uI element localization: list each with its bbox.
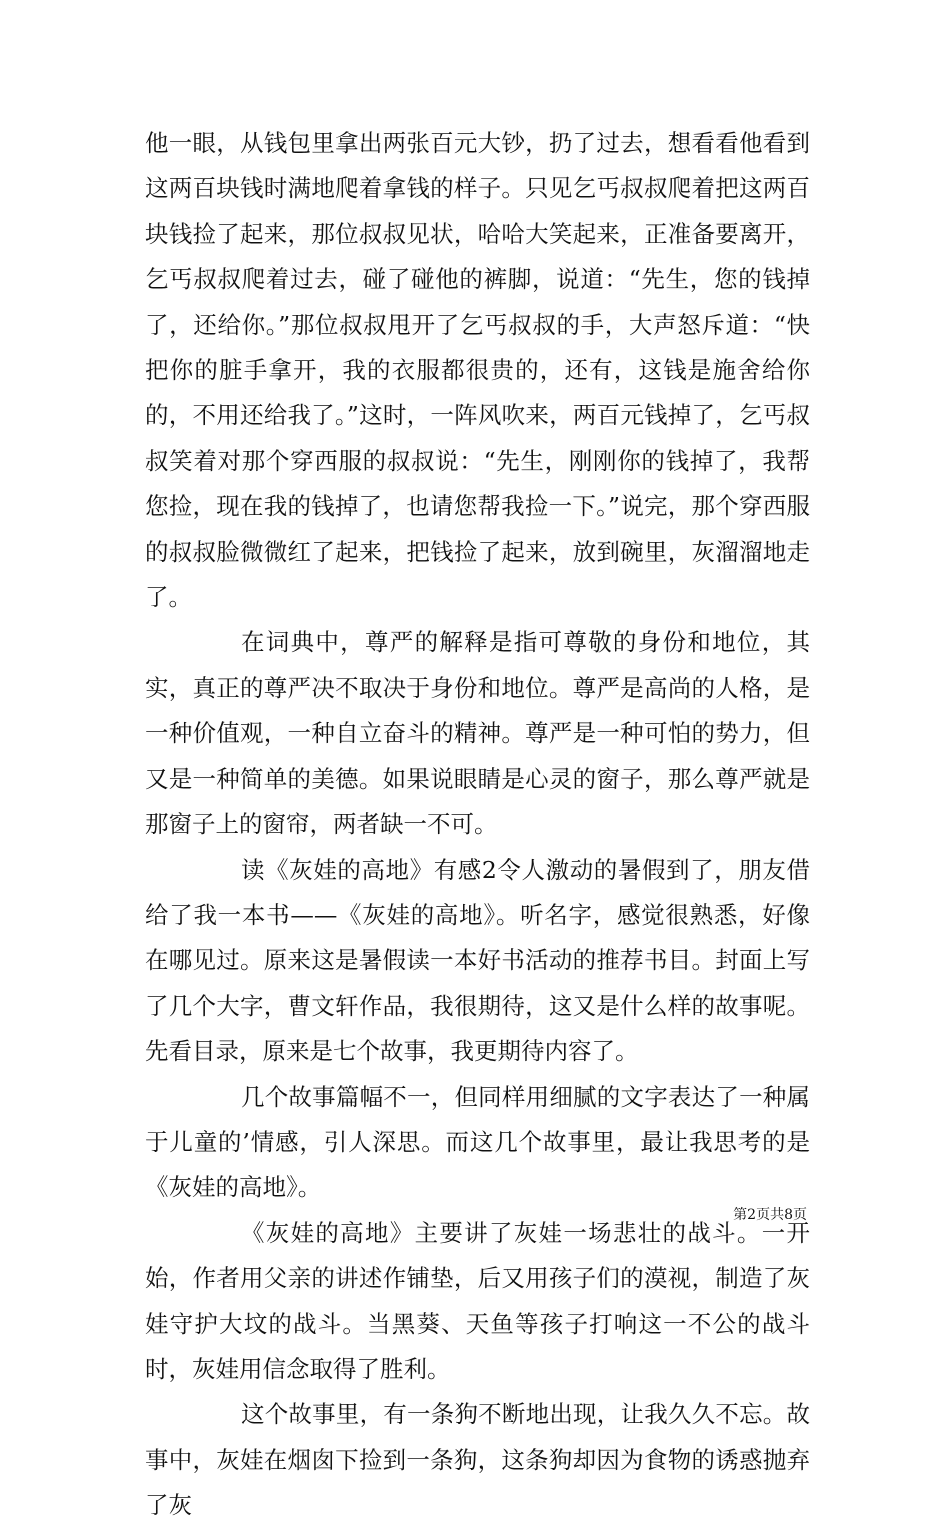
paragraph-4: 几个故事篇幅不一，但同样用细腻的文字表达了一种属于儿童的’情感，引人深思。而这几个故事里，最让我思考的是《灰娃的高地》。 bbox=[145, 1082, 810, 1202]
paragraph-3: 读《灰娃的高地》有感2令人激动的暑假到了，朋友借给了我一本书——《灰娃的高地》。听名字，感觉很熟悉，好像在哪见过。原来这是暑假读一本好书活动的推荐书目。封面上写了几个大字，曹文轩作品，我很期待，这又是什么样的故事呢。先看目录，原来是七个故事，我更期待内容了。 bbox=[145, 855, 810, 1066]
paragraph-6: 这个故事里，有一条狗不断地出现，让我久久不忘。故事中，灰娃在烟囱下捡到一条狗，这条狗却因为食物的诱惑抛弃了灰 bbox=[145, 1400, 810, 1520]
body-text bbox=[145, 121, 810, 1529]
paragraph-1: 他一眼，从钱包里拿出两张百元大钞，扔了过去，想看看他看到这两百块钱时满地爬着拿钱的样子。只见乞丐叔叔爬着把这两百块钱捡了起来，那位叔叔见状，哈哈大笑起来，正准备要离开，乞丐叔叔爬着过去，碰了碰他的裤脚，说道：“先生，您的钱掉了，还给你。”那位叔叔甩开了乞丐叔叔的手，大声怒斥道：“快把你的脏手拿开，我的衣服都很贵的，还有，这钱是施舍给你的，不用还给我了。”这时，一阵风吹来，两百元钱掉了，乞丐叔叔笑着对那个穿西服的叔叔说：“先生，刚刚你的钱掉了，我帮您捡，现在我的钱掉了，也请您帮我捡一下。”说完，那个穿西服的叔叔脸微微红了起来，把钱捡了起来，放到碗里，灰溜溜地走了。 bbox=[145, 129, 810, 612]
page-number: 第2页共8页 bbox=[733, 1207, 807, 1223]
paragraph-2: 在词典中，尊严的解释是指可尊敬的身份和地位，其实，真正的尊严决不取决于身份和地位。尊严是高尚的人格，是一种价值观，一种自立奋斗的精神。尊严是一种可怕的势力，但又是一种简单的美德。如果说眼睛是心灵的窗子，那么尊严就是那窗子上的窗帘，两者缺一不可。 bbox=[145, 628, 810, 839]
paragraph-5: 《灰娃的高地》主要讲了灰娃一场悲壮的战斗。一开始，作者用父亲的讲述作铺垫，后又用孩子们的漠视，制造了灰娃守护大坟的战斗。当黑葵、天鱼等孩子打响这一不公的战斗时，灰娃用信念取得了胜利。 bbox=[145, 1218, 810, 1383]
